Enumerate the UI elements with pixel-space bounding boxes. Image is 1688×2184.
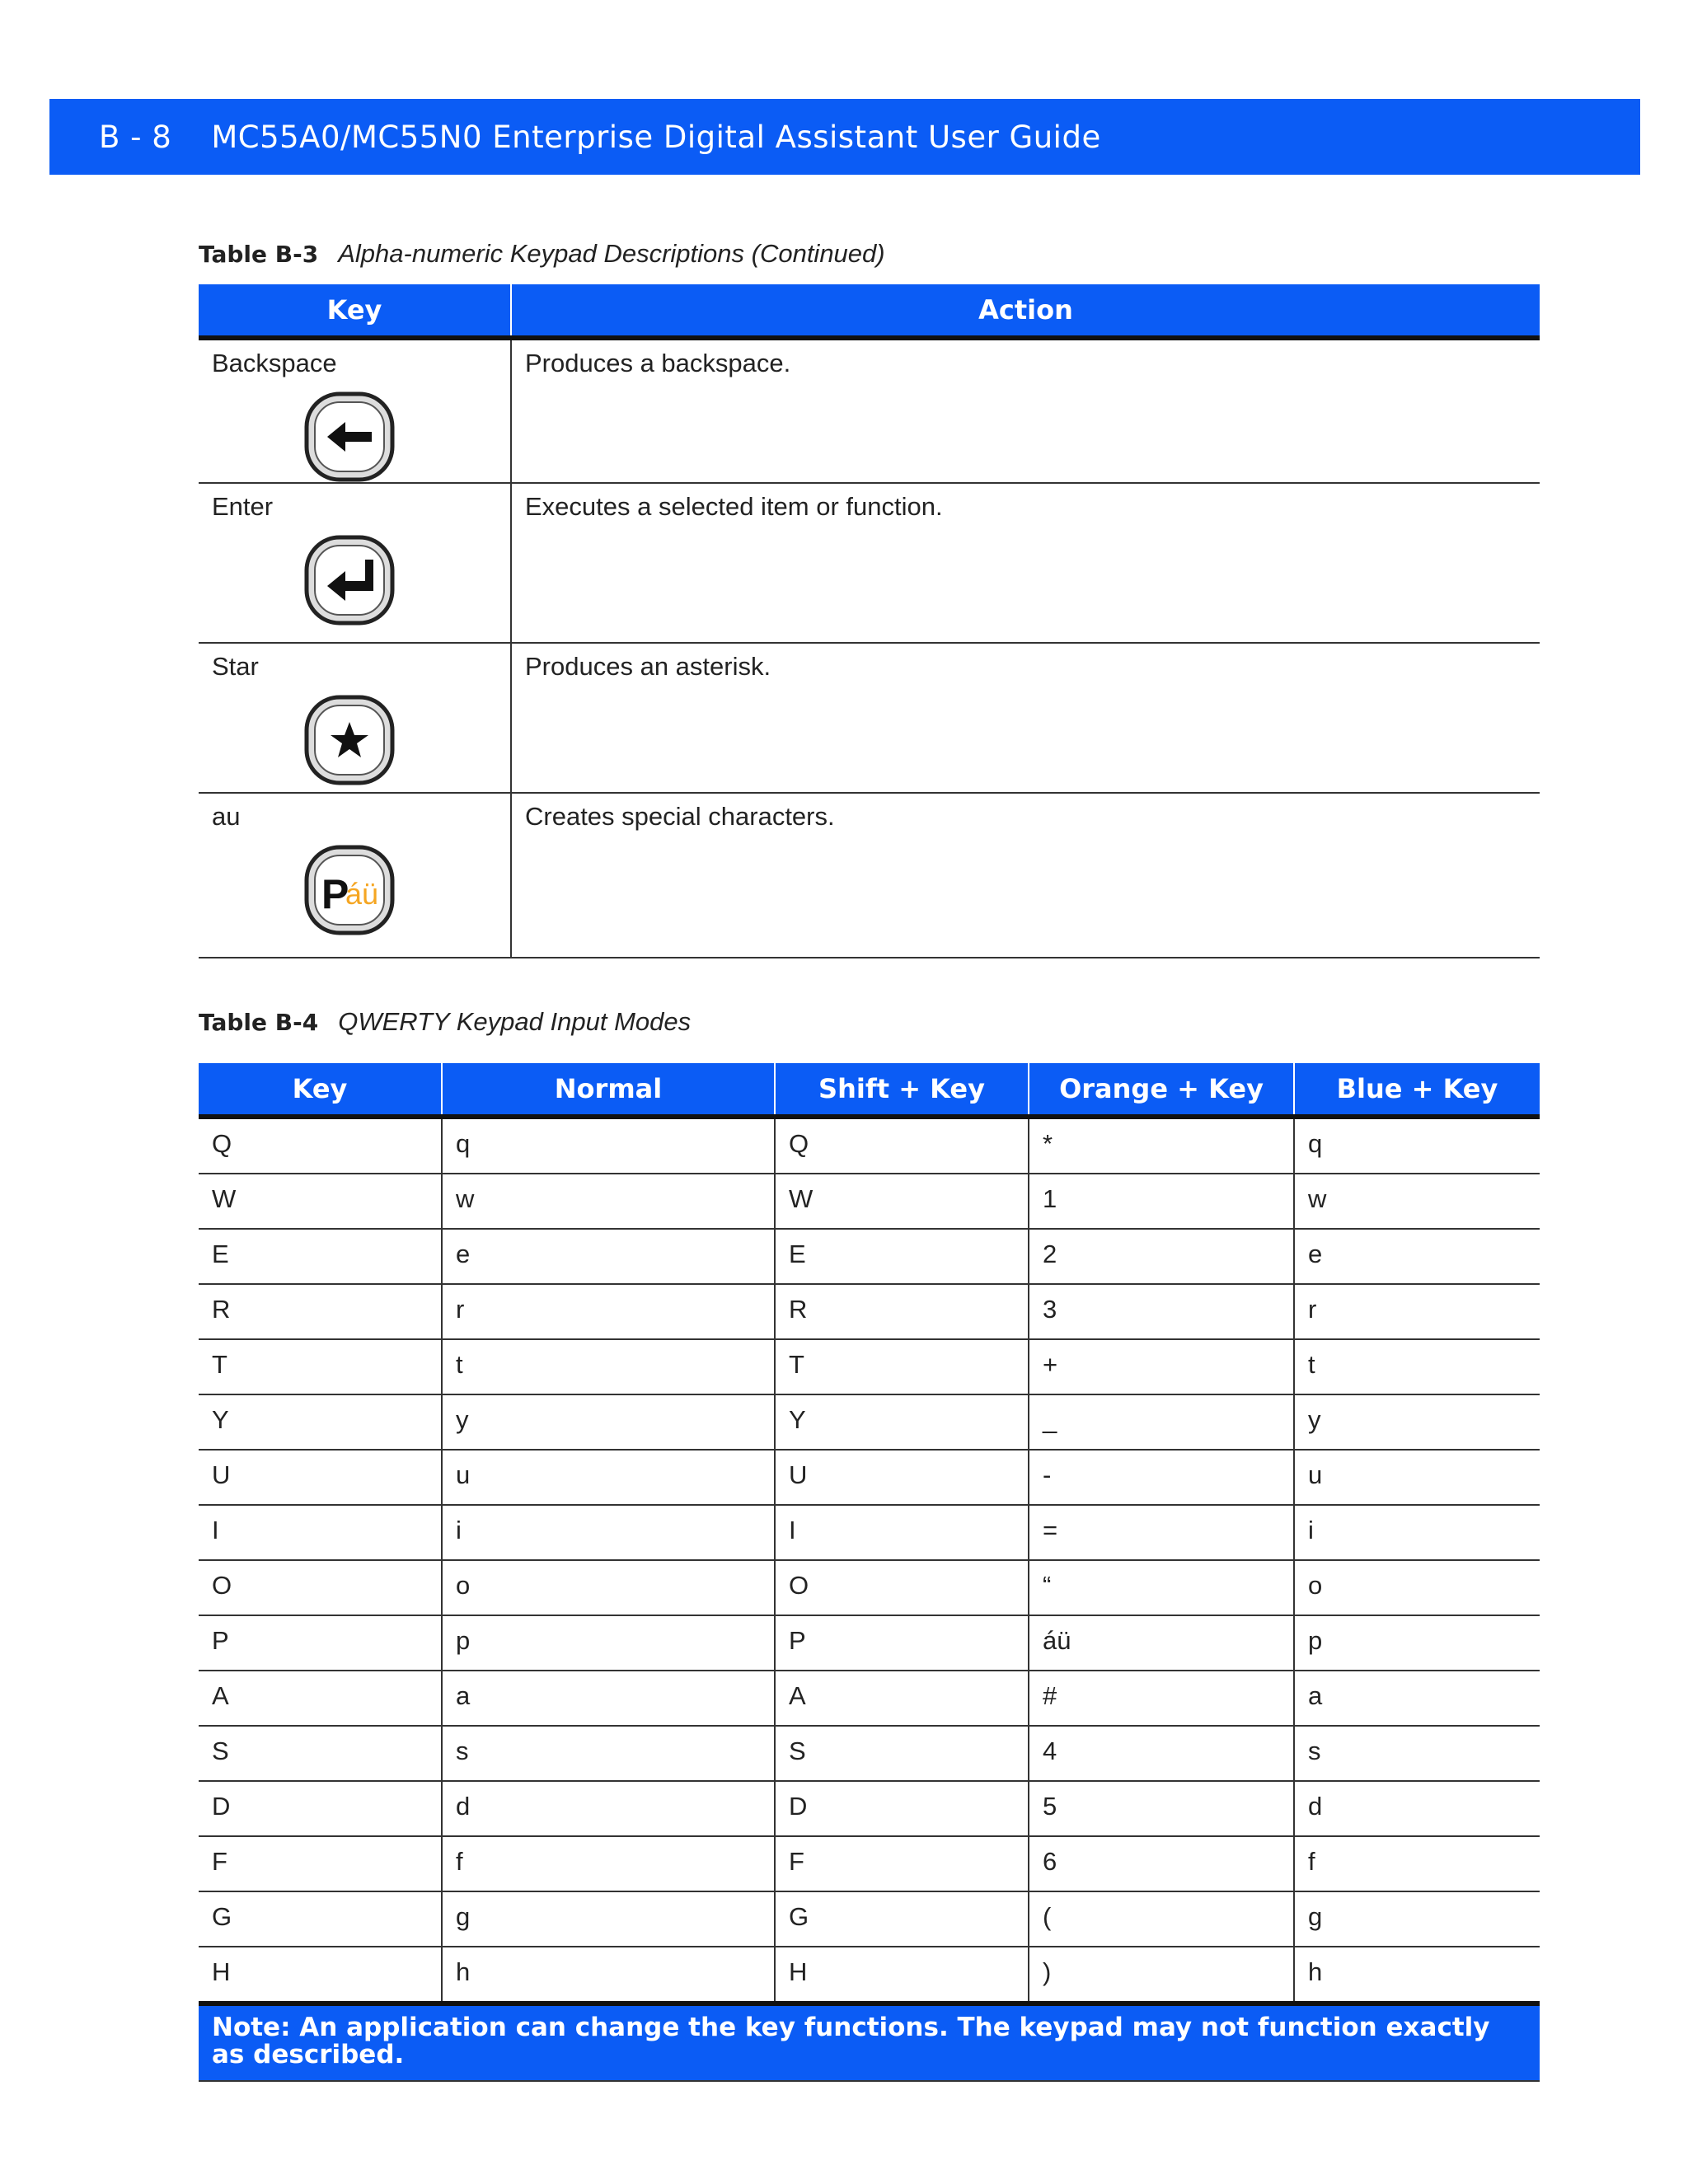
cell-text: R [789,1295,808,1324]
svg-text:P: P [321,871,349,917]
blue-key-cell [1294,1505,1540,1560]
shift-key-cell [775,1836,1029,1891]
blue-key-cell [1294,1726,1540,1781]
key-cell [199,1174,442,1229]
cell-text: S [789,1736,806,1765]
cell-text: + [1043,1350,1058,1379]
normal-cell [442,1284,775,1339]
cell-text: y [456,1405,469,1434]
table-b4-caption [199,1007,691,1037]
key-cell [199,1394,442,1450]
blue-key-cell [1294,1615,1540,1671]
shift-key-cell [775,1505,1029,1560]
normal-cell [442,1560,775,1615]
cell-text: s [456,1736,469,1765]
cell-text: g [456,1902,471,1931]
orange-key-cell [1029,1891,1294,1947]
cell-text: e [456,1240,471,1268]
page-number: B - 8 [99,119,172,155]
table-b4-label: Table B-4 [199,1009,319,1036]
cell-text: E [789,1240,806,1268]
cell-text: ) [1043,1957,1052,1986]
cell-text: Y [212,1405,229,1434]
cell-text: O [212,1571,232,1600]
column-header-key: Key [199,284,511,338]
cell-text: 1 [1043,1184,1057,1213]
orange-key-cell [1029,1339,1294,1394]
table-row [199,793,1540,958]
star-key-icon [304,695,395,785]
cell-text: 2 [1043,1240,1057,1268]
normal-cell [442,1505,775,1560]
table-row [199,1229,1540,1284]
blue-key-cell [1294,1284,1540,1339]
cell-text: f [456,1847,463,1876]
cell-text: o [456,1571,471,1600]
action-text: Produces a backspace. [525,349,791,377]
cell-text: p [456,1626,471,1655]
cell-text: 3 [1043,1295,1057,1324]
blue-key-cell [1294,1671,1540,1726]
blue-key-cell [1294,1117,1540,1174]
table-row [199,1394,1540,1450]
cell-text: q [456,1129,471,1158]
blue-key-cell [1294,1947,1540,2002]
action-text: Executes a selected item or function. [525,492,943,521]
blue-key-cell [1294,1174,1540,1229]
cell-text: p [1308,1626,1323,1655]
cell-text: _ [1043,1405,1057,1434]
table-b3-caption [199,239,885,269]
cell-text: g [1308,1902,1323,1931]
shift-key-cell [775,1615,1029,1671]
orange-key-cell [1029,1615,1294,1671]
cell-text: I [789,1516,796,1544]
cell-text: G [789,1902,809,1931]
cell-text: Q [789,1129,809,1158]
cell-text: 6 [1043,1847,1057,1876]
cell-text: r [456,1295,465,1324]
key-cell [199,1836,442,1891]
blue-key-cell [1294,1394,1540,1450]
orange-key-cell [1029,1671,1294,1726]
cell-text: Q [212,1129,232,1158]
cell-text: u [456,1460,471,1489]
key-cell [199,1671,442,1726]
cell-text: w [456,1184,475,1213]
column-header-shift-key: Shift + Key [775,1063,1029,1117]
cell-text: = [1043,1516,1058,1544]
table-b4 [199,1063,1540,2003]
shift-key-cell [775,1671,1029,1726]
table-row [199,1891,1540,1947]
cell-text: D [212,1792,231,1821]
orange-key-cell [1029,1394,1294,1450]
backspace-key-icon [304,391,395,482]
table-row [199,338,1540,483]
cell-text: I [212,1516,219,1544]
svg-text:áü: áü [345,877,379,911]
shift-key-cell [775,1117,1029,1174]
blue-key-cell [1294,1229,1540,1284]
cell-text: H [212,1957,231,1986]
cell-text: o [1308,1571,1323,1600]
cell-text: q [1308,1129,1323,1158]
cell-text: S [212,1736,229,1765]
cell-text: y [1308,1405,1321,1434]
table-row [199,1947,1540,2002]
action-text: Creates special characters. [525,802,835,831]
orange-key-cell [1029,1284,1294,1339]
key-cell [199,1947,442,2002]
enter-key-icon [304,535,395,626]
table-row [199,1284,1540,1339]
orange-key-cell [1029,1947,1294,2002]
cell-text: t [1308,1350,1315,1379]
normal-cell [442,1671,775,1726]
orange-key-cell [1029,1505,1294,1560]
cell-text: i [456,1516,462,1544]
key-cell [199,1615,442,1671]
orange-key-cell [1029,1560,1294,1615]
cell-text: P [789,1626,806,1655]
cell-text: G [212,1902,232,1931]
key-cell [199,1229,442,1284]
table-row [199,1450,1540,1505]
cell-text: t [456,1350,463,1379]
key-name: Enter [212,492,274,521]
cell-text: w [1308,1184,1327,1213]
cell-text: * [1043,1129,1053,1158]
table-row [199,1615,1540,1671]
key-cell [199,1891,442,1947]
blue-key-cell [1294,1891,1540,1947]
shift-key-cell [775,1284,1029,1339]
table-row [199,483,1540,643]
shift-key-cell [775,1229,1029,1284]
key-name: Star [212,652,259,681]
normal-cell [442,1726,775,1781]
cell-text: U [789,1460,808,1489]
table-b3-label: Table B-3 [199,241,319,268]
cell-text: f [1308,1847,1315,1876]
normal-cell [442,1174,775,1229]
column-header-key: Key [199,1063,442,1117]
orange-key-cell [1029,1117,1294,1174]
table-row [199,1339,1540,1394]
cell-text: 4 [1043,1736,1057,1765]
cell-text: T [789,1350,804,1379]
cell-text: i [1308,1516,1314,1544]
cell-text: F [212,1847,227,1876]
normal-cell [442,1891,775,1947]
normal-cell [442,1947,775,2002]
normal-cell [442,1450,775,1505]
table-row [199,1560,1540,1615]
shift-key-cell [775,1891,1029,1947]
blue-key-cell [1294,1836,1540,1891]
key-cell [199,1781,442,1836]
cell-text: d [1308,1792,1323,1821]
shift-key-cell [775,1339,1029,1394]
cell-text: ( [1043,1902,1052,1931]
blue-key-cell [1294,1560,1540,1615]
cell-text: h [456,1957,471,1986]
cell-text: d [456,1792,471,1821]
table-b3 [199,284,1540,958]
normal-cell [442,1615,775,1671]
shift-key-cell [775,1781,1029,1836]
table-row [199,1726,1540,1781]
cell-text: A [212,1681,229,1710]
table-b3-title: Alpha-numeric Keypad Descriptions (Continued) [338,239,885,268]
cell-text: áü [1043,1626,1071,1655]
cell-text: a [1308,1681,1323,1710]
note-box: Note: An application can change the key functions. The keypad may not function exactly as described. [199,2001,1540,2082]
column-header-action: Action [511,284,1540,338]
normal-cell [442,1836,775,1891]
blue-key-cell [1294,1781,1540,1836]
orange-key-cell [1029,1781,1294,1836]
cell-text: a [456,1681,471,1710]
cell-text: u [1308,1460,1323,1489]
cell-text: s [1308,1736,1321,1765]
orange-key-cell [1029,1174,1294,1229]
cell-text: F [789,1847,804,1876]
orange-key-cell [1029,1450,1294,1505]
orange-key-cell [1029,1229,1294,1284]
key-cell [199,1117,442,1174]
cell-text: A [789,1681,806,1710]
table-row [199,1117,1540,1174]
table-row [199,1505,1540,1560]
key-cell [199,1450,442,1505]
key-cell [199,1560,442,1615]
cell-text: P [212,1626,229,1655]
cell-text: W [789,1184,814,1213]
normal-cell [442,1339,775,1394]
shift-key-cell [775,1560,1029,1615]
cell-text: E [212,1240,229,1268]
normal-cell [442,1781,775,1836]
normal-cell [442,1229,775,1284]
table-row [199,1781,1540,1836]
cell-text: H [789,1957,808,1986]
cell-text: U [212,1460,231,1489]
cell-text: - [1043,1460,1052,1489]
cell-text: O [789,1571,809,1600]
cell-text: 5 [1043,1792,1057,1821]
page-header [49,99,1640,175]
document-title: MC55A0/MC55N0 Enterprise Digital Assistant User Guide [211,119,1101,155]
column-header-blue-key: Blue + Key [1294,1063,1540,1117]
cell-text: r [1308,1295,1317,1324]
shift-key-cell [775,1394,1029,1450]
cell-text: D [789,1792,808,1821]
orange-key-cell [1029,1726,1294,1781]
cell-text: # [1043,1681,1057,1710]
cell-text: e [1308,1240,1323,1268]
cell-text: Y [789,1405,806,1434]
special-characters-key-icon [304,845,395,935]
blue-key-cell [1294,1450,1540,1505]
cell-text: “ [1043,1571,1052,1600]
key-name: Backspace [212,349,337,377]
column-header-orange-key: Orange + Key [1029,1063,1294,1117]
table-row [199,1671,1540,1726]
action-text: Produces an asterisk. [525,652,771,681]
table-row [199,643,1540,793]
normal-cell [442,1117,775,1174]
shift-key-cell [775,1174,1029,1229]
orange-key-cell [1029,1836,1294,1891]
normal-cell [442,1394,775,1450]
table-row [199,1836,1540,1891]
key-cell [199,1339,442,1394]
cell-text: h [1308,1957,1323,1986]
key-cell [199,1505,442,1560]
key-cell [199,1726,442,1781]
cell-text: T [212,1350,227,1379]
key-cell [199,1284,442,1339]
key-name: au [212,802,241,831]
table-b4-title: QWERTY Keypad Input Modes [338,1007,692,1036]
shift-key-cell [775,1450,1029,1505]
cell-text: R [212,1295,231,1324]
blue-key-cell [1294,1339,1540,1394]
shift-key-cell [775,1947,1029,2002]
cell-text: W [212,1184,237,1213]
table-row [199,1174,1540,1229]
shift-key-cell [775,1726,1029,1781]
column-header-normal: Normal [442,1063,775,1117]
